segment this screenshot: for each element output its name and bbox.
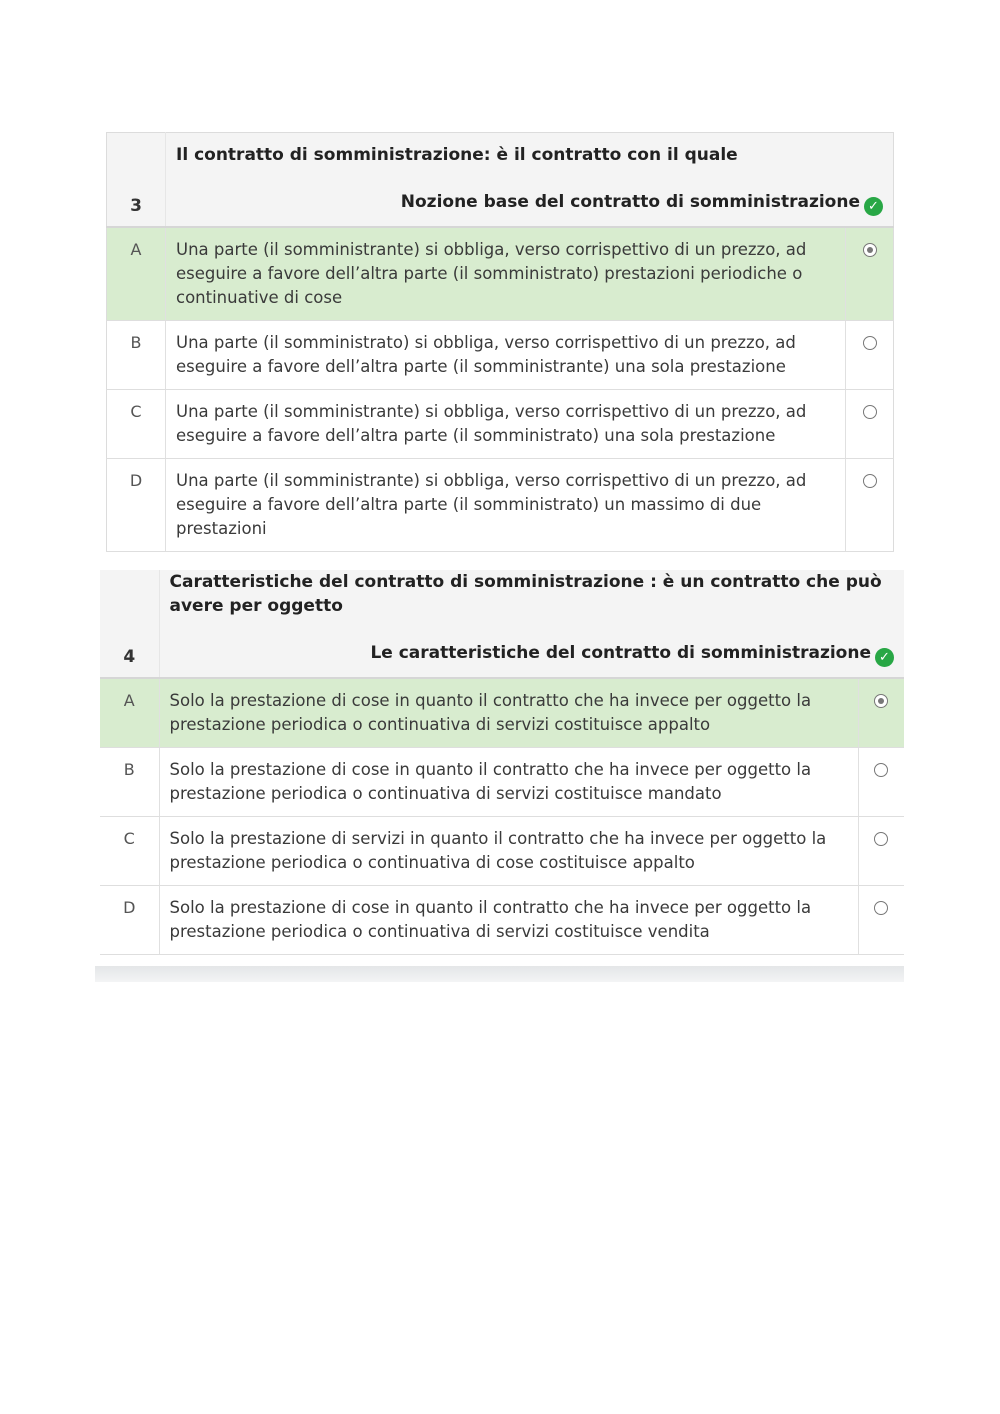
- option-text: Solo la prestazione di cose in quanto il contratto che ha invece per oggetto la prestazione periodica o continuativa di servizi costituisce mandato: [159, 748, 858, 817]
- radio-empty-icon[interactable]: [863, 474, 877, 488]
- check-circle-icon: ✓: [864, 197, 883, 216]
- option-text: Solo la prestazione di cose in quanto il contratto che ha invece per oggetto la prestazione periodica o continuativa di servizi costituisce vendita: [159, 886, 858, 955]
- answer-option-c[interactable]: [107, 390, 894, 459]
- answer-option-a[interactable]: [107, 227, 894, 321]
- option-letter: D: [100, 886, 159, 955]
- answer-option-c[interactable]: [100, 817, 904, 886]
- option-radio[interactable]: [858, 678, 904, 748]
- option-radio[interactable]: [858, 817, 904, 886]
- option-letter: A: [100, 678, 159, 748]
- option-text: Una parte (il somministrante) si obbliga, verso corrispettivo di un prezzo, ad eseguire a favore dell’altra parte (il somministrato) prestazioni periodiche o continuative di cose: [166, 227, 846, 321]
- question-header: [100, 570, 904, 678]
- radio-empty-icon[interactable]: [863, 336, 877, 350]
- radio-empty-icon[interactable]: [863, 405, 877, 419]
- option-text: Solo la prestazione di servizi in quanto il contratto che ha invece per oggetto la prestazione periodica o continuativa di cose costituisce appalto: [159, 817, 858, 886]
- question-topic: [176, 191, 883, 216]
- option-letter: B: [107, 321, 166, 390]
- option-letter: D: [107, 459, 166, 552]
- option-radio[interactable]: [846, 459, 894, 552]
- option-letter: A: [107, 227, 166, 321]
- answer-option-b[interactable]: [107, 321, 894, 390]
- radio-empty-icon[interactable]: [874, 763, 888, 777]
- question-4-table: [100, 570, 904, 955]
- radio-selected-icon[interactable]: [863, 243, 877, 257]
- radio-empty-icon[interactable]: [874, 901, 888, 915]
- answer-option-d[interactable]: [100, 886, 904, 955]
- option-text: Una parte (il somministrante) si obbliga, verso corrispettivo di un prezzo, ad eseguire a favore dell’altra parte (il somministrato) una sola prestazione: [166, 390, 846, 459]
- question-text: Il contratto di somministrazione: è il contratto con il quale: [176, 145, 738, 165]
- question-body: [159, 570, 904, 678]
- check-circle-icon: ✓: [875, 648, 894, 667]
- option-letter: C: [100, 817, 159, 886]
- answer-option-b[interactable]: [100, 748, 904, 817]
- option-radio[interactable]: [846, 321, 894, 390]
- option-radio[interactable]: [858, 748, 904, 817]
- radio-empty-icon[interactable]: [874, 832, 888, 846]
- question-topic: [170, 642, 895, 667]
- answer-option-a[interactable]: [100, 678, 904, 748]
- question-body: [166, 133, 894, 228]
- topic-label: Le caratteristiche del contratto di somministrazione: [370, 643, 871, 663]
- option-letter: B: [100, 748, 159, 817]
- option-text: Una parte (il somministrato) si obbliga, verso corrispettivo di un prezzo, ad eseguire a favore dell’altra parte (il somministrante) una sola prestazione: [166, 321, 846, 390]
- option-radio[interactable]: [846, 227, 894, 321]
- option-text: Solo la prestazione di cose in quanto il contratto che ha invece per oggetto la prestazione periodica o continuativa di servizi costituisce appalto: [159, 678, 858, 748]
- radio-selected-icon[interactable]: [874, 694, 888, 708]
- option-letter: C: [107, 390, 166, 459]
- page-bottom-bar: [95, 966, 904, 982]
- answer-option-d[interactable]: [107, 459, 894, 552]
- question-text: Caratteristiche del contratto di somministrazione : è un contratto che può avere per oggetto: [169, 572, 882, 616]
- question-3-table: [106, 132, 894, 552]
- topic-label: Nozione base del contratto di somministrazione: [400, 192, 860, 212]
- question-number: 3: [107, 133, 166, 228]
- question-header: [107, 133, 894, 228]
- option-radio[interactable]: [858, 886, 904, 955]
- question-number: 4: [100, 570, 159, 678]
- option-text: Una parte (il somministrante) si obbliga, verso corrispettivo di un prezzo, ad eseguire a favore dell’altra parte (il somministrato) un massimo di due prestazioni: [166, 459, 846, 552]
- option-radio[interactable]: [846, 390, 894, 459]
